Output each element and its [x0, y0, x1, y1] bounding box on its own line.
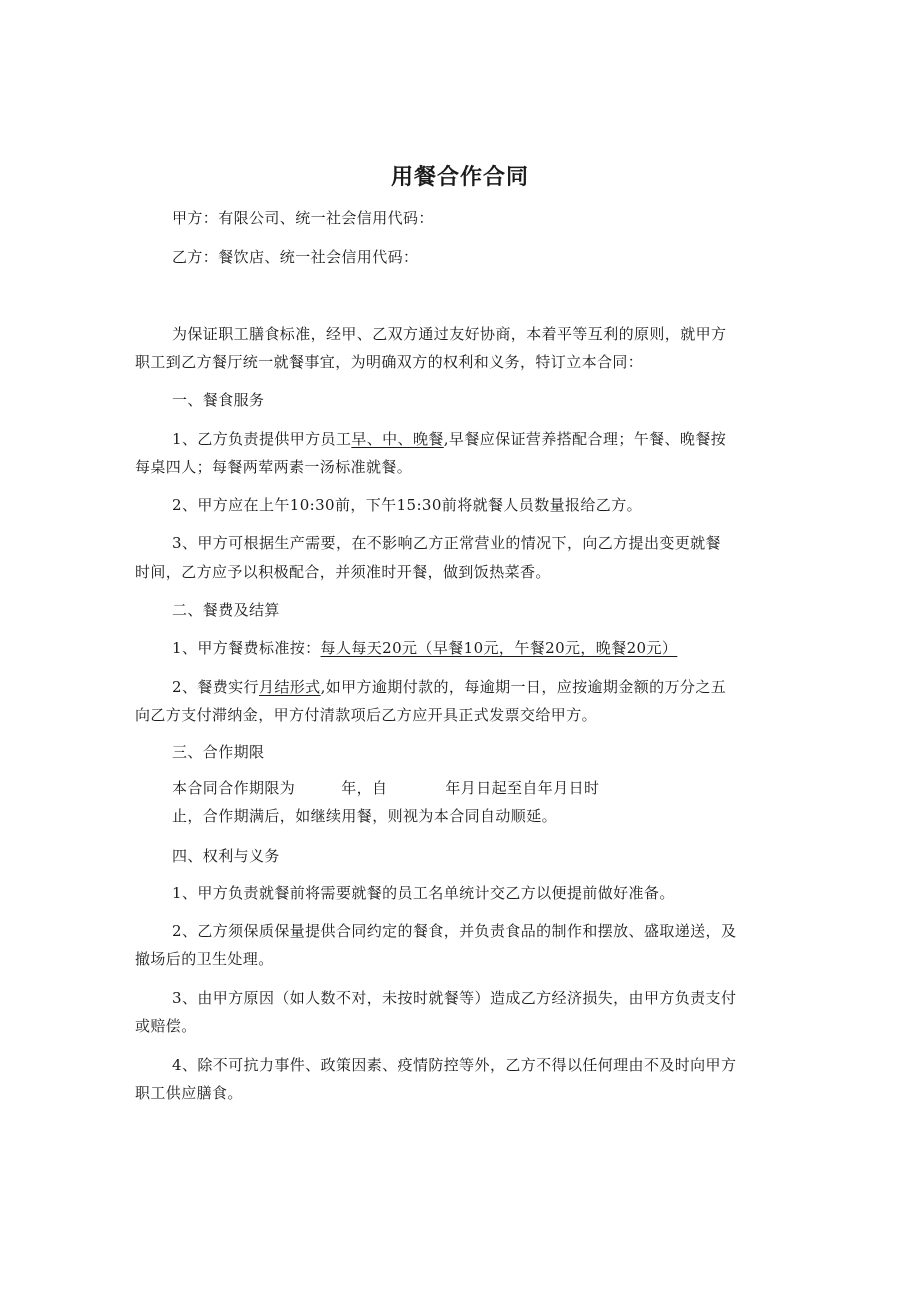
s2-clause-2-line-2: 向乙方支付滞纳金，甲方付清款项后乙方应开具正式发票交给甲方。 — [135, 706, 598, 724]
s2-clause-1-fee-underlined: 每人每天20元（早餐10元，午餐20元，晚餐20元） — [320, 639, 678, 657]
party-b-line: 乙方：餐饮店、统一社会信用代码： — [172, 248, 419, 266]
s2-clause-1 — [172, 638, 827, 658]
intro-line-1: 为保证职工膳食标准，经甲、乙双方通过友好协商，本着平等互利的原则，就甲方 — [172, 325, 727, 343]
s4-clause-4-line-1: 4、除不可抗力事件、政策因素、疫情防控等外，乙方不得以任何理由不及时向甲方 — [172, 1056, 737, 1074]
intro-line-2: 职工到乙方餐厅统一就餐事宜，为明确双方的权利和义务，特订立本合同： — [135, 353, 644, 371]
s1-clause-1-text-b: ,早餐应保证营养搭配合理；午餐、晚餐按 — [443, 430, 727, 448]
s4-clause-1: 1、甲方负责就餐前将需要就餐的员工名单统计交乙方以便提前做好准备。 — [172, 884, 675, 902]
s1-clause-2: 2、甲方应在上午10:30前，下午15:30前将就餐人员数量报给乙方。 — [172, 496, 643, 514]
s1-clause-1-line-2: 每桌四人；每餐两荤两素一汤标准就餐。 — [135, 458, 413, 476]
s1-clause-1-line-1 — [172, 429, 827, 449]
s2-clause-2-text-a: 2、餐费实行 — [172, 678, 259, 696]
section-4-heading: 四、权利与义务 — [172, 847, 280, 865]
s4-clause-2-line-1: 2、乙方须保质保量提供合同约定的餐食，并负责食品的制作和摆放、盛取递送，及 — [172, 922, 737, 940]
s2-clause-2-line-1 — [172, 677, 827, 697]
section-1-heading: 一、餐食服务 — [172, 391, 265, 409]
section-2-heading: 二、餐费及结算 — [172, 601, 280, 619]
s4-clause-2-line-2: 撤场后的卫生处理。 — [135, 950, 274, 968]
s1-clause-3-line-2: 时间，乙方应予以积极配合，并须准时开餐，做到饭热菜香。 — [135, 563, 551, 581]
s4-clause-3-line-2: 或赔偿。 — [135, 1017, 197, 1035]
s3-term-text-c: 年月日起至自年月日时 — [445, 779, 600, 797]
s3-term-line-1 — [172, 778, 827, 798]
s1-clause-1-text-a: 1、乙方负责提供甲方员工 — [172, 430, 352, 448]
s4-clause-3-line-1: 3、由甲方原因（如人数不对，未按时就餐等）造成乙方经济损失，由甲方负责支付 — [172, 989, 737, 1007]
s3-term-text-a: 本合同合作期限为 — [172, 779, 296, 797]
s3-term-line-2: 止，合作期满后，如继续用餐，则视为本合同自动顺延。 — [172, 807, 558, 825]
section-3-heading: 三、合作期限 — [172, 743, 265, 761]
s2-clause-2-text-b: ,如甲方逾期付款的，每逾期一日，应按逾期金额的万分之五 — [320, 678, 727, 696]
party-a-line: 甲方：有限公司、统一社会信用代码： — [172, 209, 434, 227]
s1-clause-3-line-1: 3、甲方可根据生产需要，在不影响乙方正常营业的情况下，向乙方提出变更就餐 — [172, 534, 721, 552]
s1-clause-1-meals-underlined: 早、中、晚餐 — [351, 430, 444, 448]
document-title: 用餐合作合同 — [390, 164, 529, 190]
s2-clause-2-monthly-underlined: 月结形式 — [258, 678, 321, 696]
s3-term-text-b: 年，自 — [341, 779, 388, 797]
s4-clause-4-line-2: 职工供应膳食。 — [135, 1084, 243, 1102]
s2-clause-1-text: 1、甲方餐费标准按： — [172, 639, 321, 657]
